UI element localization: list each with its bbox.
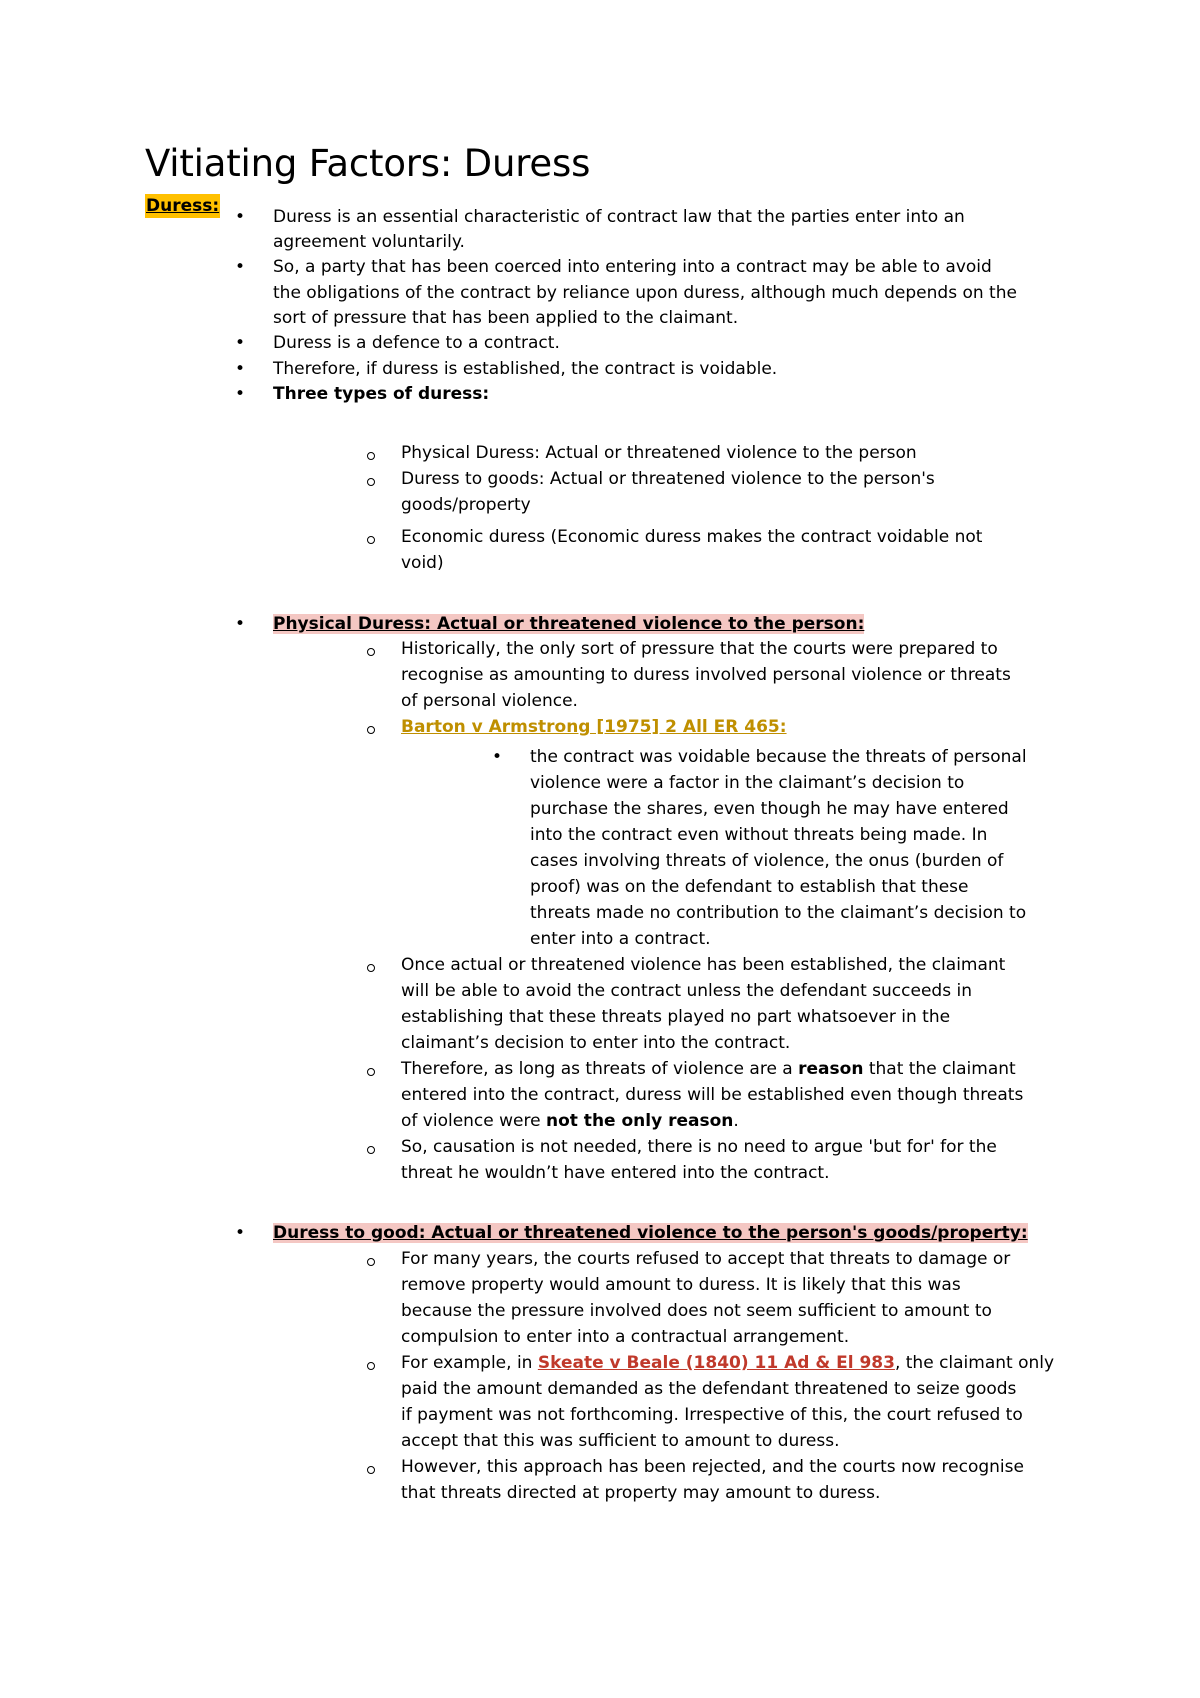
section-label-duress: Duress: bbox=[146, 196, 220, 216]
bullet-dot-icon: • bbox=[235, 207, 246, 227]
bullet-circle-icon bbox=[367, 726, 375, 734]
text-run: Therefore, as long as threats of violence are a bbox=[401, 1059, 799, 1079]
text-line: proof) was on the defendant to establish that these bbox=[530, 877, 969, 897]
text-line: accept that this was sufficient to amount to duress. bbox=[401, 1431, 840, 1451]
case-link-skeate[interactable]: Skeate v Beale (1840) 11 Ad & El 983 bbox=[537, 1353, 895, 1373]
bullet-circle-icon bbox=[367, 1362, 375, 1370]
text-line: For many years, the courts refused to accept that threats to damage or bbox=[401, 1249, 1011, 1269]
page-title: Vitiating Factors: Duress bbox=[145, 142, 591, 185]
text-line: sort of pressure that has been applied to the claimant. bbox=[273, 308, 739, 328]
text-line bbox=[401, 1350, 1054, 1377]
bullet-circle-icon bbox=[367, 1146, 375, 1154]
emphasis-not-only-reason: not the only reason bbox=[545, 1111, 734, 1131]
bullet-circle-icon bbox=[367, 452, 375, 460]
text-line: claimant’s decision to enter into the contract. bbox=[401, 1033, 791, 1053]
bullet-circle-icon bbox=[367, 1258, 375, 1266]
text-run: of violence were bbox=[401, 1111, 546, 1131]
text-line: will be able to avoid the contract unless the defendant succeeds in bbox=[401, 981, 972, 1001]
text-line: Duress is a defence to a contract. bbox=[273, 333, 560, 353]
text-line: Once actual or threatened violence has been established, the claimant bbox=[401, 955, 1006, 975]
bullet-circle-icon bbox=[367, 478, 375, 486]
bullet-dot-icon: • bbox=[235, 359, 246, 379]
text-line: compulsion to enter into a contractual arrangement. bbox=[401, 1327, 850, 1347]
text-line bbox=[401, 1056, 1016, 1083]
text-run: For example, in bbox=[401, 1353, 538, 1373]
text-line: Duress to goods: Actual or threatened violence to the person's bbox=[401, 469, 935, 489]
bullet-circle-icon bbox=[367, 1466, 375, 1474]
text-line: of personal violence. bbox=[401, 691, 578, 711]
text-line: agreement voluntarily. bbox=[273, 232, 465, 252]
bullet-dot-icon: • bbox=[235, 257, 246, 277]
bullet-circle-icon bbox=[367, 964, 375, 972]
duress-to-goods-heading: Duress to good: Actual or threatened violence to the person's goods/property: bbox=[273, 1223, 1028, 1243]
text-line: that threats directed at property may amount to duress. bbox=[401, 1483, 881, 1503]
text-line: the obligations of the contract by reliance upon duress, although much depends on the bbox=[273, 283, 1017, 303]
text-line: paid the amount demanded as the defendant threatened to seize goods bbox=[401, 1379, 1017, 1399]
text-line: void) bbox=[401, 553, 444, 573]
text-line: However, this approach has been rejected, and the courts now recognise bbox=[401, 1457, 1024, 1477]
text-line: Physical Duress: Actual or threatened violence to the person bbox=[401, 443, 917, 463]
text-run: . bbox=[733, 1111, 739, 1131]
text-line bbox=[401, 1108, 739, 1135]
emphasis-reason: reason bbox=[798, 1059, 864, 1079]
text-run: that the claimant bbox=[863, 1059, 1016, 1079]
text-line: threat he wouldn’t have entered into the contract. bbox=[401, 1163, 830, 1183]
text-run: , the claimant only bbox=[894, 1353, 1055, 1373]
text-line: purchase the shares, even though he may have entered bbox=[530, 799, 1009, 819]
case-link-barton[interactable]: Barton v Armstrong [1975] 2 All ER 465: bbox=[401, 717, 787, 737]
text-line: remove property would amount to duress. It is likely that this was bbox=[401, 1275, 961, 1295]
text-line: the contract was voidable because the threats of personal bbox=[530, 747, 1027, 767]
types-heading: Three types of duress: bbox=[273, 384, 490, 404]
bullet-dot-icon: • bbox=[235, 1223, 246, 1243]
physical-duress-heading: Physical Duress: Actual or threatened violence to the person: bbox=[273, 614, 865, 634]
text-line: violence were a factor in the claimant’s decision to bbox=[530, 773, 965, 793]
bullet-circle-icon bbox=[367, 1068, 375, 1076]
text-line: goods/property bbox=[401, 495, 531, 515]
text-line: enter into a contract. bbox=[530, 929, 711, 949]
bullet-dot-icon: • bbox=[492, 747, 503, 767]
bullet-dot-icon: • bbox=[235, 333, 246, 353]
bullet-circle-icon bbox=[367, 536, 375, 544]
bullet-circle-icon bbox=[367, 648, 375, 656]
text-line: because the pressure involved does not seem sufficient to amount to bbox=[401, 1301, 992, 1321]
text-line: establishing that these threats played no part whatsoever in the bbox=[401, 1007, 951, 1027]
text-line: entered into the contract, duress will be established even though threats bbox=[401, 1085, 1024, 1105]
text-line: So, causation is not needed, there is no need to argue 'but for' for the bbox=[401, 1137, 997, 1157]
text-line: recognise as amounting to duress involved personal violence or threats bbox=[401, 665, 1011, 685]
text-line: Historically, the only sort of pressure that the courts were prepared to bbox=[401, 639, 998, 659]
text-line: Duress is an essential characteristic of contract law that the parties enter into an bbox=[273, 207, 965, 227]
text-line: Economic duress (Economic duress makes the contract voidable not bbox=[401, 527, 983, 547]
text-line: cases involving threats of violence, the onus (burden of bbox=[530, 851, 1004, 871]
bullet-dot-icon: • bbox=[235, 384, 246, 404]
text-line: Therefore, if duress is established, the contract is voidable. bbox=[273, 359, 778, 379]
text-line: So, a party that has been coerced into entering into a contract may be able to avoid bbox=[273, 257, 992, 277]
text-line: if payment was not forthcoming. Irrespective of this, the court refused to bbox=[401, 1405, 1023, 1425]
bullet-dot-icon: • bbox=[235, 614, 246, 634]
text-line: threats made no contribution to the claimant’s decision to bbox=[530, 903, 1027, 923]
text-line: into the contract even without threats being made. In bbox=[530, 825, 988, 845]
